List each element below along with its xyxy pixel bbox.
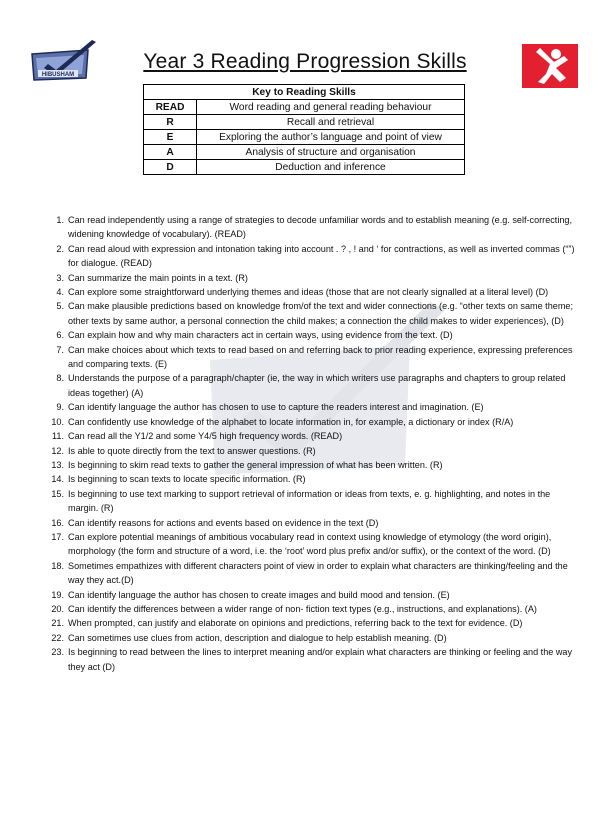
page-title: Year 3 Reading Progression Skills xyxy=(143,50,467,73)
skill-text: Is beginning to scan texts to locate specific information. (R) xyxy=(68,474,306,485)
skill-number: 14. xyxy=(51,474,64,485)
school-logo-text: HIBUSHAM xyxy=(41,72,75,78)
skill-number: 8. xyxy=(56,373,64,384)
skill-text: Can explore some straightforward underlying themes and ideas (those that are not clearly signalled at a literal level) (D) xyxy=(68,287,549,298)
key-description: Exploring the author’s language and point of view xyxy=(197,130,465,145)
key-table-heading: Key to Reading Skills xyxy=(144,85,465,100)
key-table-row xyxy=(144,115,465,130)
skill-number: 12. xyxy=(51,445,64,456)
skill-text: Can make choices about which texts to read based on and referring back to prior reading experience, expressing preferences and comparing texts. (E) xyxy=(68,344,573,370)
skill-number: 22. xyxy=(51,632,64,643)
skill-number: 9. xyxy=(56,402,64,413)
skill-number: 18. xyxy=(51,560,64,571)
skill-number: 21. xyxy=(51,618,64,629)
skill-item xyxy=(46,631,580,645)
skills-list xyxy=(46,213,580,674)
skill-item xyxy=(46,213,580,242)
skill-item xyxy=(46,616,580,630)
skill-item xyxy=(46,645,580,674)
skill-item xyxy=(46,458,580,472)
skill-text: Can explain how and why main characters act in certain ways, using evidence from the text. (D) xyxy=(68,330,453,341)
skill-text: Can read independently using a range of strategies to decode unfamiliar words and to establish meaning (e.g. self-correcting, widening knowledge of vocabulary). (READ) xyxy=(68,215,572,240)
key-table-row xyxy=(144,100,465,115)
skill-text: Can read all the Y1/2 and some Y4/5 high frequency words. (READ) xyxy=(68,431,343,442)
key-code: D xyxy=(144,160,197,175)
skill-item xyxy=(46,429,580,443)
skill-text: Is beginning to use text marking to support retrieval of information or ideas from texts, e. g. highlighting, and notes in the margin. (R) xyxy=(68,488,551,514)
skill-text: Can identify language the author has chosen to create images and build mood and tension. (E) xyxy=(68,589,450,600)
skill-number: 10. xyxy=(51,416,64,427)
skill-number: 4. xyxy=(56,287,64,298)
skill-item xyxy=(46,602,580,616)
skill-text: Is beginning to skim read texts to gather the general impression of what has been written. (R) xyxy=(68,459,443,470)
skill-number: 1. xyxy=(56,215,64,225)
key-code: E xyxy=(144,130,197,145)
skill-item xyxy=(46,343,580,372)
skill-number: 23. xyxy=(51,647,64,658)
skill-item xyxy=(46,444,580,458)
key-code: R xyxy=(144,115,197,130)
skill-item xyxy=(46,328,580,342)
skill-number: 3. xyxy=(56,272,64,283)
key-table-row xyxy=(144,130,465,145)
skill-text: When prompted, can justify and elaborate on opinions and predictions, referring back to the text for evidence. (D) xyxy=(68,618,523,629)
skill-number: 6. xyxy=(56,330,64,341)
key-code: READ xyxy=(144,100,197,115)
skill-item xyxy=(46,588,580,602)
key-code: A xyxy=(144,145,197,160)
skill-number: 13. xyxy=(51,459,64,470)
key-description: Recall and retrieval xyxy=(197,115,465,130)
key-description: Deduction and inference xyxy=(197,160,465,175)
skill-text: Can make plausible predictions based on knowledge from/of the text and wider connections (e.g. “other texts on same theme; other texts by same author, a personal connection the child makes; a connection the child makes to wider experiences), (D) xyxy=(68,301,573,326)
skill-item xyxy=(46,285,580,299)
skill-item xyxy=(46,371,580,400)
skill-item xyxy=(46,242,580,271)
skill-item xyxy=(46,400,580,414)
skill-number: 7. xyxy=(56,344,64,355)
skill-item xyxy=(46,516,580,530)
skill-text: Can identify the differences between a wider range of non- fiction text types (e.g., instructions, and explanations). (A) xyxy=(68,603,537,614)
skill-text: Can identify reasons for actions and events based on evidence in the text (D) xyxy=(68,517,379,528)
skill-text: Can identify language the author has chosen to use to capture the readers interest and imagination. (E) xyxy=(68,402,484,413)
skill-item xyxy=(46,530,580,559)
key-table xyxy=(143,84,465,175)
skill-text: Sometimes empathizes with different characters point of view in order to explain what characters are thinking/feeling and the way they act.(D) xyxy=(68,560,568,586)
skill-item xyxy=(46,299,580,328)
brand-logo xyxy=(522,44,578,88)
skill-number: 2. xyxy=(56,243,64,254)
skill-number: 16. xyxy=(51,517,64,528)
skill-item xyxy=(46,415,580,429)
skill-text: Can sometimes use clues from action, description and dialogue to help establish meaning. (D) xyxy=(68,632,447,643)
skill-text: Can summarize the main points in a text. (R) xyxy=(68,272,248,283)
skill-number: 20. xyxy=(51,603,64,614)
skill-number: 19. xyxy=(51,589,64,600)
skill-text: Can read aloud with expression and intonation taking into account . ? , ! and ‘ for contractions, as well as inverted commas (“”) for dialogue. (READ) xyxy=(68,243,575,269)
skill-text: Can confidently use knowledge of the alphabet to locate information in, for example, a dictionary or index (R/A) xyxy=(68,416,514,427)
key-table-row xyxy=(144,160,465,175)
skill-number: 5. xyxy=(56,301,64,312)
skill-number: 17. xyxy=(51,531,64,542)
key-description: Analysis of structure and organisation xyxy=(197,145,465,160)
skill-item xyxy=(46,487,580,516)
skill-item xyxy=(46,472,580,486)
skill-text: Understands the purpose of a paragraph/chapter (ie, the way in which writers use paragraphs and chapters to group related ideas together) (A) xyxy=(68,373,566,398)
skill-item xyxy=(46,271,580,285)
key-table-header-row xyxy=(144,85,465,100)
skill-number: 11. xyxy=(52,431,64,442)
skill-number: 15. xyxy=(51,488,64,499)
skill-text: Is beginning to read between the lines to interpret meaning and/or explain what characters are thinking or feeling and the way they act (D) xyxy=(68,647,573,672)
skill-text: Is able to quote directly from the text to answer questions. (R) xyxy=(68,445,316,456)
key-table-row xyxy=(144,145,465,160)
skill-text: Can explore potential meanings of ambitious vocabulary read in context using knowledge of etymology (the word origin), morphology (the form and structure of a word, i.e. the ‘root’ word plus prefix and/or suffix), or the context of the word. (D) xyxy=(68,531,552,557)
key-description: Word reading and general reading behaviour xyxy=(197,100,465,115)
skill-item xyxy=(46,559,580,588)
